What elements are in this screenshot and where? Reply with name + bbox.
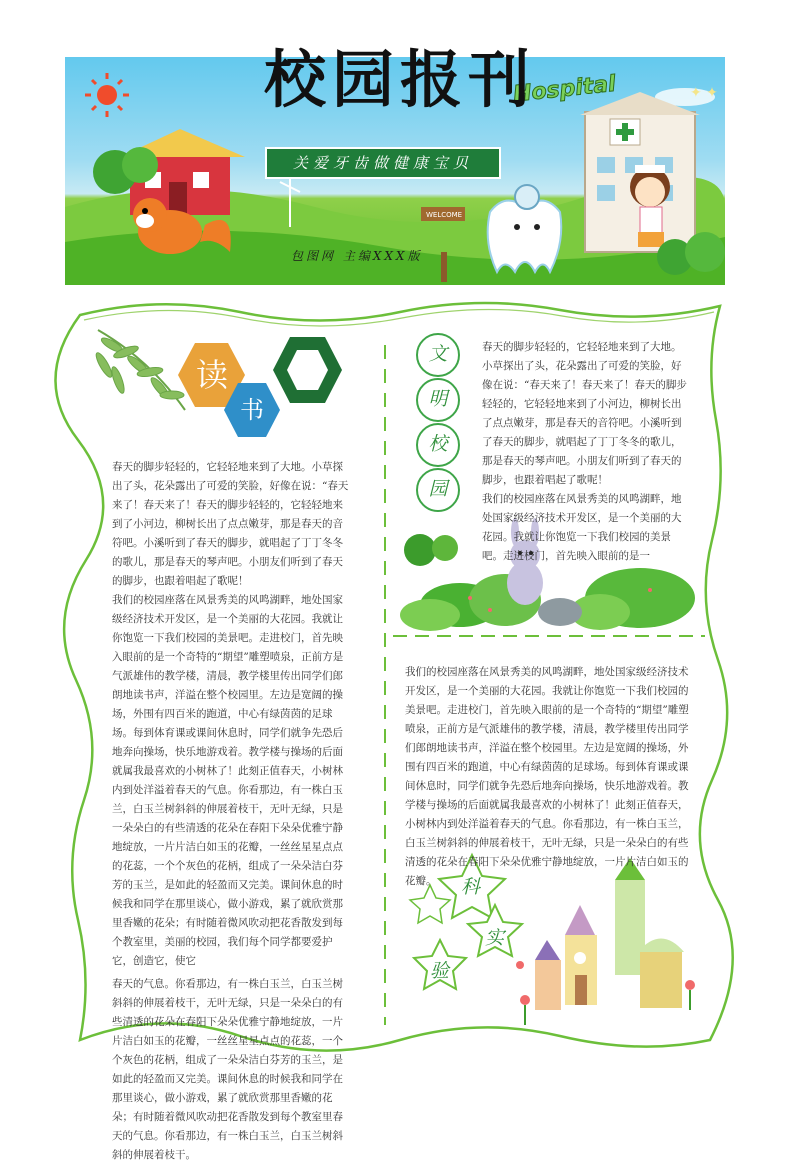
reading-paragraph-1: 春天的脚步轻轻的，它轻轻地来到了大地。小草探出了头，花朵露出了可爱的笑脸，好像在说：“春天来了！春天来了！春天的脚步轻轻的，它轻轻地来到了小河边，柳树长出了点点嫩芽，那是春天的音符吧。小溪听到了春天的脚步，就唱起了丁丁冬冬的歌儿，那是春天的琴声吧。小朋友们听到了春天的脚步，也跟着唱起了歌呢！ [112,461,349,587]
lower-right-paragraph: 我们的校园座落在风景秀美的风鸣湖畔，地处国家级经济技术开发区，是一个美丽的大花园。我就让你饱览一下我们校园的美景吧。走进校门，首先映入眼前的是一个奇特的“期望”雕塑喷泉，正前方是气派雄伟的教学楼，清晨，教学楼里传出同学们郎朗地读书声，洋溢在整个校园里。左边是宽阔的操场，外围有四百米的跑道，中心有绿茵茵的足球场。每到体育课或课间休息时，同学们就争先恐后地奔向操场，快乐地游戏着。教学楼与操场的后面就属我最喜欢的小树林了！此刻正值春天，小树林内到处洋溢着春天的气息。你看那边，有一株白玉兰，白玉兰树斜斜的伸展着枝干，无叶无绿，只是一朵朵白的有些清透的花朵在春阳下朵朵优雅宁静地绽放，一片片洁白如玉的花瓣。 [405,666,689,887]
science-char-2: 实 [485,927,505,949]
civilized-campus-article [482,338,688,562]
reading-paragraph-2: 我们的校园座落在风景秀美的风鸣湖畔，地处国家级经济技术开发区，是一个美丽的大花园。我就让你饱览一下我们校园的美景吧。走进校门，首先映入眼前的是一个奇特的“期望”雕塑喷泉，正前方是气派雄伟的教学楼，清晨，教学楼里传出同学们郎朗地读书声，洋溢在整个校园里。左边是宽阔的操场，外围有四百米的跑道，中心有绿茵茵的足球场。每到体育课或课间休息时，同学们就争先恐后地奔向操场，快乐地游戏着。教学楼与操场的后面就属我最喜欢的小树林了！此刻正值春天，小树林内到处洋溢着春天的气息。你看那边，有一株白玉兰，白玉兰树斜斜的伸展着枝干，无叶无绿，只是一朵朵白的有些清透的花朵在春阳下朵朵优雅宁静地绽放，一片片洁白如玉的花瓣，一丝丝星星点点的花蕊，一个个灰色的花柄，组成了一朵朵洁白芬芳的玉兰，是如此的轻盈而又完美。课间休息的时候我和同学在那里谈心，做小游戏，累了就欣赏那里香嫩的花朵；有时随着微风吹动把花香散发到每个教室里，美丽的校园，我们每个同学都要爱护它，创造它，使它 [112,594,344,967]
svg-text:WELCOME: WELCOME [426,211,463,219]
civilized-char-2: 明 [416,378,460,422]
fern-leaf-icon [94,330,185,410]
civilized-char-1: 文 [416,333,460,377]
science-char-3: 验 [430,960,450,982]
reading-badge-char-1: 读 [195,356,228,394]
page-title: 校园报刊 [263,43,536,116]
civilized-paragraph-2: 我们的校园座落在风景秀美的风鸣湖畔，地处国家级经济技术开发区，是一个美丽的大花园。我就让你饱览一下我们校园的美景吧。走进校门，首先映入眼前的是一 [482,493,682,562]
civilized-paragraph-1: 春天的脚步轻轻的，它轻轻地来到了大地。小草探出了头，花朵露出了可爱的笑脸，好像在说：“春天来了！春天来了！春天的脚步轻轻的，它轻轻地来到了小河边，柳树长出了点点嫩芽，那是春天的音符吧。小溪听到了春天的脚步，就唱起了丁丁冬冬的歌儿，那是春天的琴声吧。小朋友们听到了春天的脚步，也跟着唱起了歌呢！ [482,341,687,486]
reading-article [112,458,352,1161]
svg-text:✦ ✦: ✦ ✦ [690,85,718,101]
civilized-char-4: 园 [416,468,460,512]
lower-right-article [405,663,691,887]
civilized-char-3: 校 [416,423,460,467]
slogan-banner: 关爱牙齿做健康宝贝 [265,147,501,179]
science-char-1: 科 [461,876,481,898]
editor-byline: 包图网 主编XXX版 [291,249,423,263]
hospital-sign: Hospital [511,71,617,108]
reading-badge-char-2: 书 [240,396,264,424]
reading-paragraph-3: 春天的气息。你看那边，有一株白玉兰，白玉兰树斜斜的伸展着枝干，无叶无绿，只是一朵朵白的有些清透的花朵在春阳下朵朵优雅宁静地绽放，一片片洁白如玉的花瓣，一丝丝星星点点的花蕊，一个个灰色的花柄，组成了一朵朵洁白芬芳的玉兰，是如此的轻盈而又完美。课间休息的时候我和同学在那里谈心，做小游戏，累了就欣赏那里香嫩的花朵；有时随着微风吹动把花香散发到每个教室里春天的气息。你看那边，有一株白玉兰，白玉兰树斜斜的伸展着枝干。 [112,978,343,1161]
